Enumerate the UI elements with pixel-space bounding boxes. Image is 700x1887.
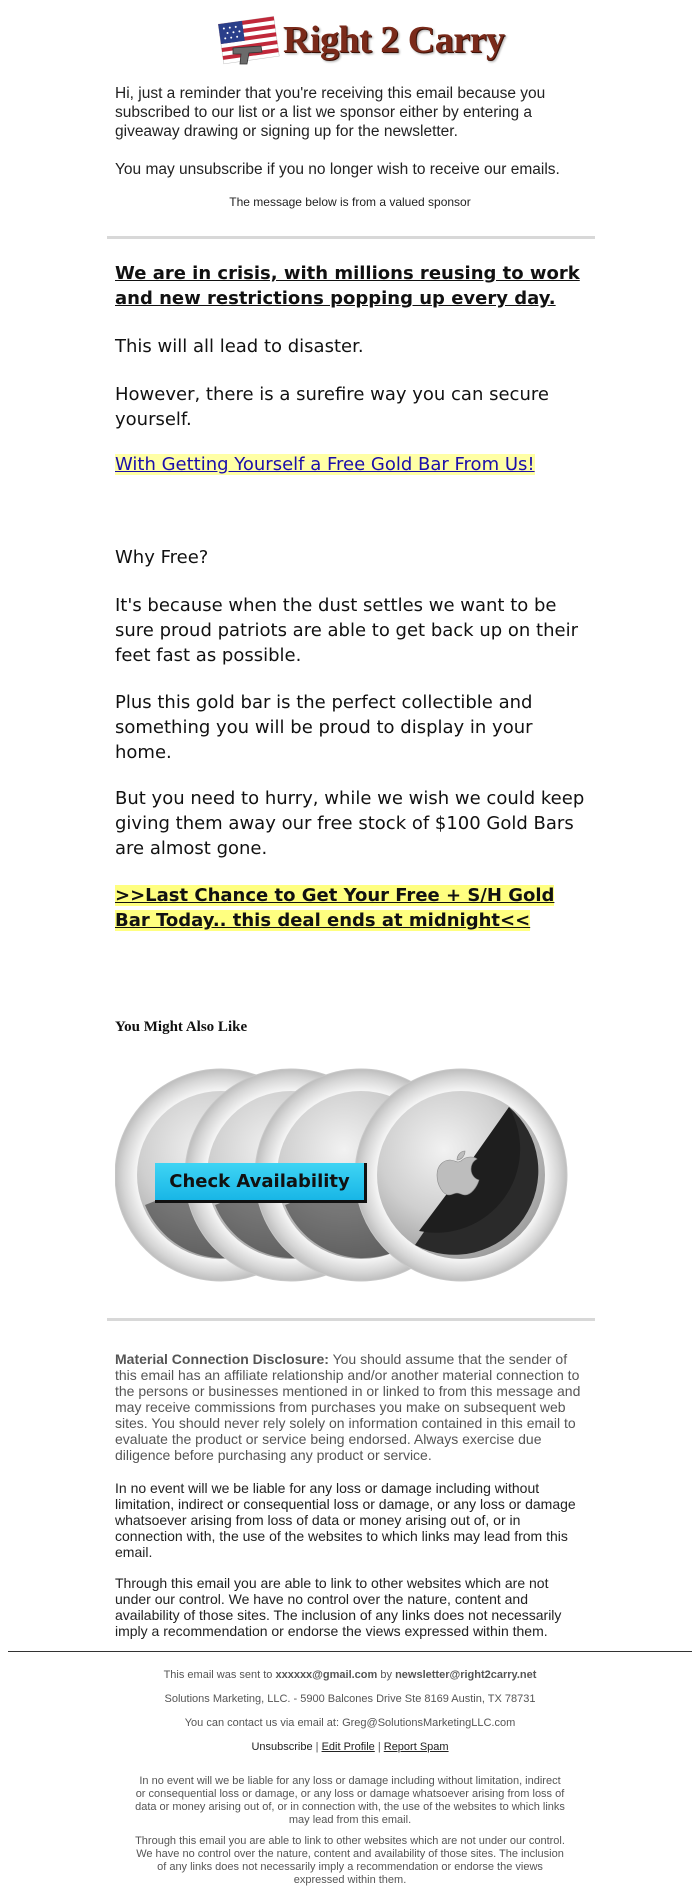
ad-paragraph: This will all lead to disaster. — [115, 336, 364, 357]
intro-reminder — [115, 84, 585, 141]
product-image[interactable] — [115, 1055, 575, 1295]
material-disclosure — [115, 1351, 585, 1463]
check-availability-button[interactable] — [155, 1163, 367, 1203]
flag-gun-icon — [215, 12, 285, 72]
sender-email: newsletter@right2carry.net — [395, 1669, 537, 1681]
footer-external-links: Through this email you are able to link to other websites which are not under our control. We have no control over the nature, content and availability of those sites. The inclusion of any links does not necessarily imply a recommendation or endorse the views expressed within them. — [135, 1835, 565, 1886]
separator: | — [377, 1741, 381, 1753]
liability-text: In no event will we be liable for any loss or damage including without limitation, indirect or consequential loss or damage, or any loss or damage whatsoever arising from loss of data or money arising out of, or in connection with, the use of the websites to which links may lead from this email. — [115, 1480, 576, 1560]
brand-name: Right 2 Carry — [283, 19, 505, 61]
airtag-disc — [355, 1069, 567, 1281]
separator: | — [315, 1741, 319, 1753]
ad-paragraph: However, there is a surefire way you can secure yourself. — [115, 384, 549, 430]
footer-address: Solutions Marketing, LLC. - 5900 Balcones Drive Ste 8169 Austin, TX 78731 — [164, 1693, 536, 1705]
recipient-email: xxxxxx@gmail.com — [275, 1669, 378, 1681]
ad-headline[interactable]: We are in crisis, with millions reusing to work and new restrictions popping up every day. — [115, 263, 580, 309]
section-divider — [107, 1318, 595, 1321]
gold-bar-link[interactable]: With Getting Yourself a Free Gold Bar From Us! — [115, 454, 535, 475]
cta-link[interactable]: >>Last Chance to Get Your Free + S/H Gold Bar Today.. this deal ends at midnight<< — [115, 885, 555, 931]
sponsor-note: The message below is from a valued sponsor — [229, 195, 471, 209]
unsubscribe-note: You may unsubscribe if you no longer wish to receive our emails. — [115, 161, 560, 178]
ad-paragraph: Plus this gold bar is the perfect collectible and something you will be proud to display in your home. — [115, 692, 533, 763]
disclosure-label: Material Connection Disclosure: — [115, 1351, 329, 1367]
footer-contact: You can contact us via email at: Greg@SolutionsMarketingLLC.com — [184, 1717, 516, 1729]
footer-rule — [8, 1651, 692, 1652]
cta-block — [115, 883, 585, 933]
footer-links — [115, 1741, 585, 1753]
why-free-heading: Why Free? — [115, 547, 209, 568]
footer-liability: In no event will we be liable for any loss or damage including without limitation, indirect or consequential loss or damage, or any loss or damage whatsoever arising from loss of data or money arising out of, or in connection with, the use of the websites to which links may lead from this email. — [135, 1775, 565, 1826]
disclosure-text: You should assume that the sender of this email has an affiliate relationship and/or another material connection to the persons or businesses mentioned in or linked to from this message and may receive commissions from purchases you make on subsequent web sites. You should never rely solely on information contained in this email to evaluate the product or service being endorsed. Always exercise due diligence before purchasing any product or service. — [115, 1351, 581, 1463]
external-links-text: Through this email you are able to link to other websites which are not under our control. We have no control over the nature, content and availability of those sites. The inclusion of any links does not necessarily imply a recommendation or endorse the views expressed within them. — [115, 1575, 562, 1639]
ad-paragraph: But you need to hurry, while we wish we could keep giving them away our free stock of $100 Gold Bars are almost gone. — [115, 788, 585, 859]
recommend-title: You Might Also Like — [115, 1019, 248, 1035]
reminder-text: Hi, just a reminder that you're receiving this email because you subscribed to our list or a list we sponsor either by entering a giveaway drawing or signing up for the newsletter. — [115, 85, 546, 140]
gold-bar-link-block — [115, 452, 585, 477]
report-spam-link[interactable]: Report Spam — [383, 1741, 449, 1753]
section-divider — [107, 236, 595, 239]
sent-by: by — [380, 1669, 392, 1681]
edit-profile-link[interactable]: Edit Profile — [321, 1741, 375, 1753]
footer-sent-line — [115, 1669, 585, 1681]
unsubscribe-link[interactable]: Unsubscribe — [251, 1741, 313, 1753]
sent-prefix: This email was sent to — [163, 1669, 273, 1681]
brand-logo — [215, 10, 505, 72]
check-availability-label: Check Availability — [169, 1171, 350, 1192]
ad-paragraph: It's because when the dust settles we want to be sure proud patriots are able to get back up on their feet fast as possible. — [115, 595, 578, 666]
